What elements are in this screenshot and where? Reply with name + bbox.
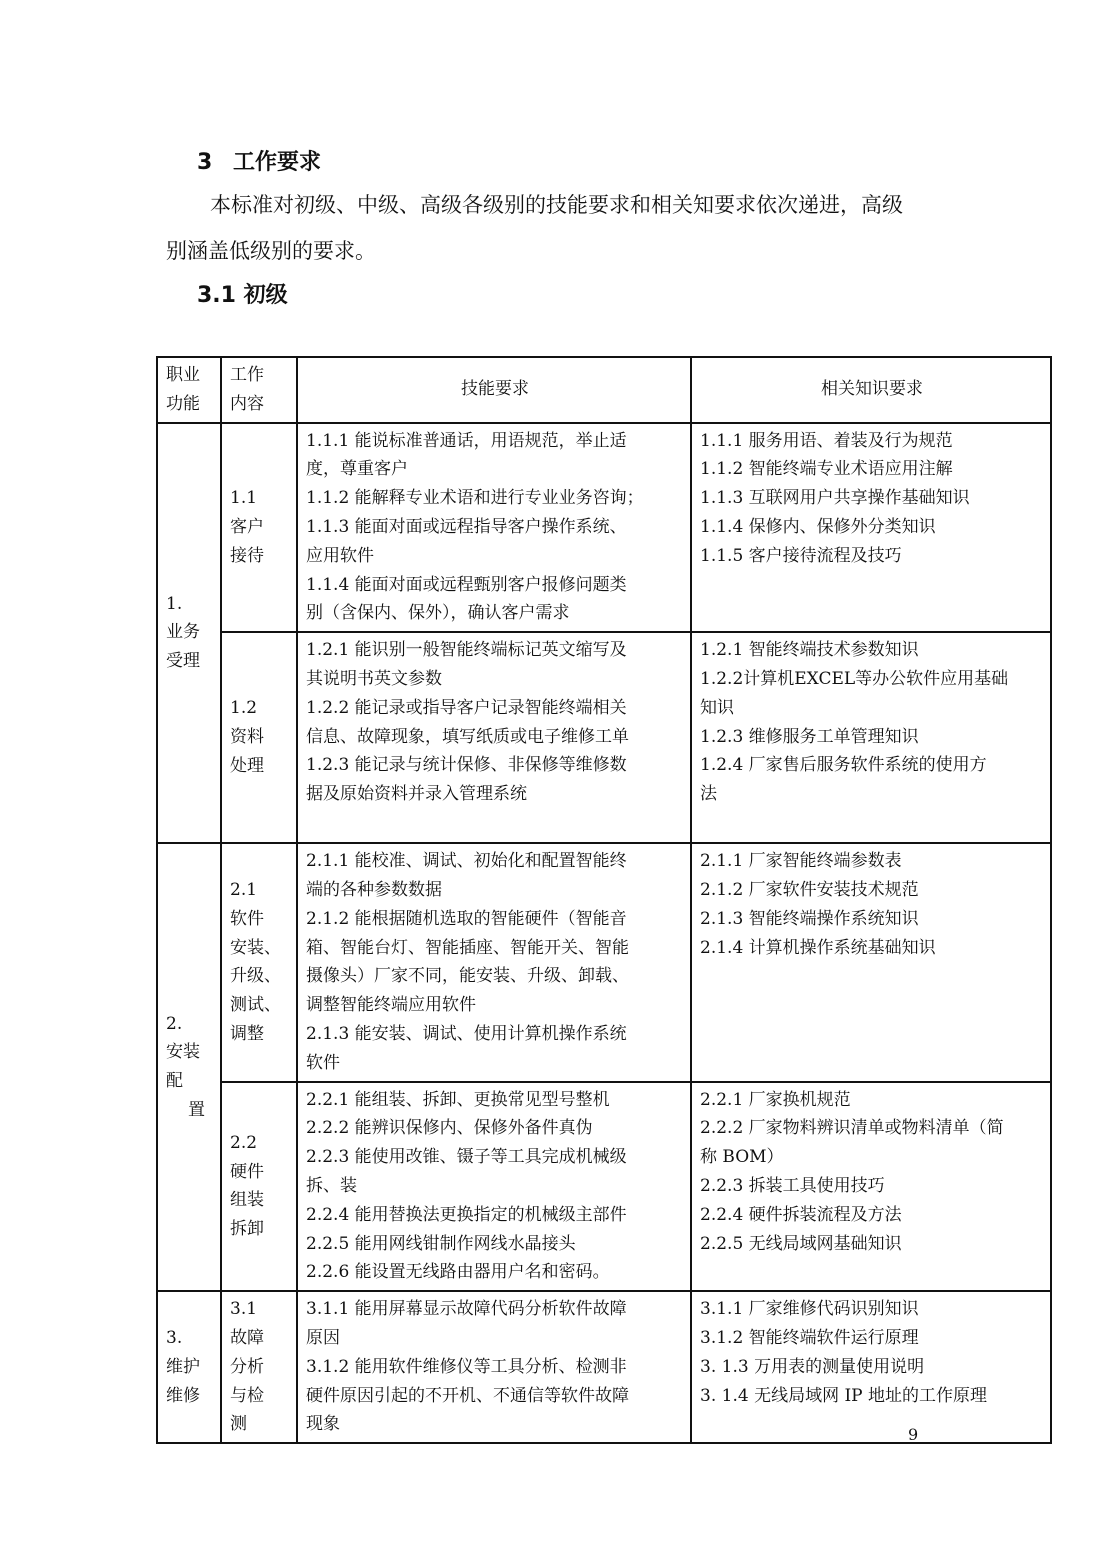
cell-text-line: 1.2.4 厂家售后服务软件系统的使用方 <box>700 755 987 776</box>
cell-text-line: 1.1.2 智能终端专业术语应用注解 <box>700 459 953 480</box>
section-number: 3 <box>197 150 213 175</box>
work-content-cell <box>221 1082 297 1292</box>
cell-text-line: 2.2.2 能辨识保修内、保修外备件真伪 <box>306 1118 593 1139</box>
cell-text-line: 接待 <box>230 545 264 566</box>
table-row <box>157 843 1051 1081</box>
cell-text-line: 2.2.4 硬件拆装流程及方法 <box>700 1204 902 1225</box>
cell-text-line: 度，尊重客户 <box>306 459 408 480</box>
cell-text-line: 应用软件 <box>306 545 374 566</box>
cell-text-line: 2.1.2 厂家软件安装技术规范 <box>700 879 919 900</box>
cell-text-line: 3.1.1 厂家维修代码识别知识 <box>700 1299 919 1320</box>
cell-text-line: 2.2.5 无线局域网基础知识 <box>700 1233 902 1254</box>
cell-text-line: 2.2.1 厂家换机规范 <box>700 1089 851 1110</box>
cell-text-line: 软件 <box>306 1052 340 1073</box>
cell-text-line: 3.1 <box>230 1299 258 1320</box>
skills-cell <box>297 1291 691 1443</box>
cell-text-line: 资料 <box>230 727 264 748</box>
cell-text-line: 置 <box>188 1099 205 1120</box>
section-heading <box>197 145 321 176</box>
work-content-cell <box>221 843 297 1081</box>
cell-text-line: 1.1.1 服务用语、着装及行为规范 <box>700 430 953 451</box>
subsection-heading <box>197 278 288 309</box>
cell-text-line: 2.2.3 能使用改锥、镊子等工具完成机械级 <box>306 1147 627 1168</box>
table-row <box>157 1291 1051 1443</box>
skills-cell <box>297 632 691 843</box>
header-work-content <box>221 357 297 423</box>
cell-text-line: 原因 <box>306 1327 340 1348</box>
cell-text-line: 2.1.4 计算机操作系统基础知识 <box>700 937 936 958</box>
cell-text-line: 职业 <box>166 365 200 385</box>
cell-text-line: 称 BOM） <box>700 1147 784 1168</box>
cell-text-line: 分析 <box>230 1356 264 1377</box>
requirements-table <box>156 356 1052 1444</box>
knowledge-cell <box>691 423 1051 633</box>
work-content-cell <box>221 1291 297 1443</box>
function-cell <box>157 1291 221 1443</box>
intro-line-2: 别涵盖低级别的要求。 <box>166 239 376 263</box>
cell-text-line: 1.1.4 能面对面或远程甄别客户报修问题类 <box>306 574 627 595</box>
cell-text-line: 2.1 <box>230 879 258 900</box>
cell-text-line: 维修 <box>166 1385 200 1406</box>
cell-text-line: 处理 <box>230 756 264 777</box>
table-row <box>157 632 1051 843</box>
cell-text-line: 1.2.2计算机EXCEL等办公软件应用基础 <box>700 668 1009 689</box>
subsection-title: 初级 <box>243 283 288 308</box>
knowledge-cell <box>691 632 1051 843</box>
cell-text-line: 1. <box>166 593 183 614</box>
cell-text-line: 1.1.2 能解释专业术语和进行专业业务咨询； <box>306 488 644 509</box>
cell-text-line: 1.1.5 客户接待流程及技巧 <box>700 545 902 566</box>
cell-text-line: 测试、 <box>230 995 281 1016</box>
cell-text-line: 1.2.3 维修服务工单管理知识 <box>700 726 919 747</box>
cell-text-line: 3.1.1 能用屏幕显示故障代码分析软件故障 <box>306 1299 627 1320</box>
cell-text-line: 知识 <box>700 697 734 718</box>
cell-text-line: 2.2.2 厂家物料辨识清单或物料清单（简 <box>700 1118 1004 1139</box>
intro-line-1: 本标准对初级、中级、高级各级别的技能要求和相关知要求依次递进，高级 <box>210 193 903 217</box>
cell-text-line: 调整 <box>230 1023 264 1044</box>
header-skill-requirements: 技能要求 <box>297 357 691 423</box>
cell-text-line: 1.1.3 能面对面或远程指导客户操作系统、 <box>306 516 627 537</box>
subsection-number: 3.1 <box>197 283 236 308</box>
cell-text-line: 1.2.1 智能终端技术参数知识 <box>700 640 919 661</box>
cell-text-line: 业务 <box>166 622 200 643</box>
cell-text-line: 3. <box>166 1327 183 1348</box>
cell-text-line: 1.1.4 保修内、保修外分类知识 <box>700 516 936 537</box>
cell-text-line: 2.2.3 拆装工具使用技巧 <box>700 1175 885 1196</box>
work-content-cell <box>221 632 297 843</box>
cell-text-line: 与检 <box>230 1385 264 1406</box>
cell-text-line: 其说明书英文参数 <box>306 668 442 689</box>
cell-text-line: 3. 1.3 万用表的测量使用说明 <box>700 1356 925 1377</box>
cell-text-line: 2.2.5 能用网线钳制作网线水晶接头 <box>306 1233 576 1254</box>
cell-text-line: 3. 1.4 无线局域网 IP 地址的工作原理 <box>700 1385 988 1406</box>
knowledge-cell <box>691 1082 1051 1292</box>
function-cell <box>157 843 221 1291</box>
section-title: 工作要求 <box>233 150 322 175</box>
cell-text-line: 内容 <box>230 393 264 414</box>
cell-text-line: 升级、 <box>230 966 281 987</box>
cell-text-line: 2.1.1 厂家智能终端参数表 <box>700 851 902 872</box>
cell-text-line: 硬件 <box>230 1161 264 1182</box>
cell-text-line: 配 <box>166 1071 183 1092</box>
cell-text-line: 2.1.3 智能终端操作系统知识 <box>700 908 919 929</box>
cell-text-line: 2.1.3 能安装、调试、使用计算机操作系统 <box>306 1023 627 1044</box>
table-row <box>157 1082 1051 1292</box>
knowledge-cell <box>691 843 1051 1081</box>
work-content-cell <box>221 423 297 633</box>
cell-text-line: 工作 <box>230 365 264 385</box>
cell-text-line: 硬件原因引起的不开机、不通信等软件故障 <box>306 1385 629 1406</box>
header-function <box>157 357 221 423</box>
cell-text-line: 维护 <box>166 1356 200 1377</box>
cell-text-line: 现象 <box>306 1414 340 1435</box>
cell-text-line: 安装、 <box>230 937 281 958</box>
cell-text-line: 信息、故障现象，填写纸质或电子维修工单 <box>306 726 629 747</box>
cell-text-line: 据及原始资料并录入管理系统 <box>306 784 527 805</box>
skills-cell <box>297 423 691 633</box>
cell-text-line: 客户 <box>230 516 264 537</box>
knowledge-cell <box>691 1291 1051 1443</box>
cell-text-line: 摄像头）厂家不同，能安装、升级、卸载、 <box>306 966 629 987</box>
skills-cell <box>297 843 691 1081</box>
cell-text-line: 2.2.6 能设置无线路由器用户名和密码。 <box>306 1262 610 1283</box>
cell-text-line: 故障 <box>230 1327 264 1348</box>
table-header-row <box>157 357 1051 423</box>
cell-text-line: 2. <box>166 1013 183 1034</box>
cell-text-line: 2.2.1 能组装、拆卸、更换常见型号整机 <box>306 1089 610 1110</box>
cell-text-line: 3.1.2 能用软件维修仪等工具分析、检测非 <box>306 1356 627 1377</box>
cell-text-line: 组装 <box>230 1190 264 1211</box>
cell-text-line: 端的各种参数数据 <box>306 879 442 900</box>
cell-text-line: 1.2.2 能记录或指导客户记录智能终端相关 <box>306 697 627 718</box>
cell-text-line: 法 <box>700 784 717 805</box>
cell-text-line: 拆、装 <box>306 1175 357 1196</box>
cell-text-line: 2.1.1 能校准、调试、初始化和配置智能终 <box>306 851 627 872</box>
cell-text-line: 拆卸 <box>230 1219 264 1240</box>
cell-text-line: 调整智能终端应用软件 <box>306 995 476 1016</box>
cell-text-line: 1.2 <box>230 698 258 719</box>
cell-text-line: 功能 <box>166 393 200 414</box>
table-row <box>157 423 1051 633</box>
cell-text-line: 1.1.1 能说标准普通话，用语规范，举止适 <box>306 430 627 451</box>
cell-text-line: 2.1.2 能根据随机选取的智能硬件（智能音 <box>306 908 627 929</box>
page-number: 9 <box>908 1425 919 1444</box>
cell-text-line: 1.2.3 能记录与统计保修、非保修等维修数 <box>306 755 627 776</box>
cell-text-line: 别（含保内、保外），确认客户需求 <box>306 603 570 624</box>
cell-text-line: 1.2.1 能识别一般智能终端标记英文缩写及 <box>306 640 627 661</box>
function-cell <box>157 423 221 844</box>
cell-text-line: 3.1.2 智能终端软件运行原理 <box>700 1327 919 1348</box>
skills-cell <box>297 1082 691 1292</box>
cell-text-line: 1.1 <box>230 488 258 509</box>
cell-text-line: 2.2.4 能用替换法更换指定的机械级主部件 <box>306 1204 627 1225</box>
cell-text-line: 1.1.3 互联网用户共享操作基础知识 <box>700 488 970 509</box>
cell-text-line: 测 <box>230 1414 247 1435</box>
cell-text-line: 2.2 <box>230 1132 258 1153</box>
cell-text-line: 受理 <box>166 651 200 672</box>
header-knowledge-requirements: 相关知识要求 <box>691 357 1051 423</box>
cell-text-line: 软件 <box>230 908 264 929</box>
cell-text-line: 安装 <box>166 1042 200 1063</box>
cell-text-line: 箱、智能台灯、智能插座、智能开关、智能 <box>306 937 629 958</box>
